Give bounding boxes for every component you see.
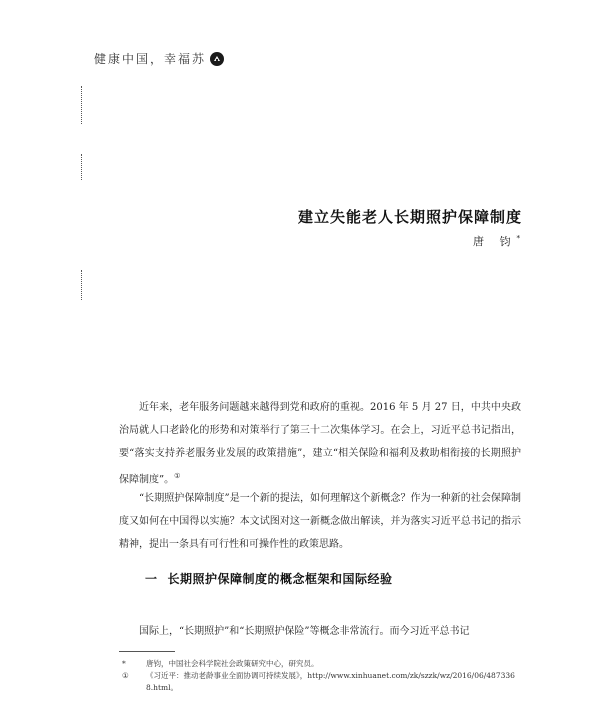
article-author <box>473 233 520 249</box>
section-title: 长期照护保障制度的概念框架和国际经验 <box>167 572 393 586</box>
paragraph: “长期照护保障制度”是一个新的提法，如何理解这个新概念？作为一种新的社会保障制度又如何在中国得以实施？本文试图对这一新概念做出解读，并为落实习近平总书记的指示精神，提出一条具有可行性和可操作性的政策思路。 <box>119 493 521 550</box>
footnote-mark: * <box>122 659 126 668</box>
footnote-mark: ① <box>122 671 129 680</box>
margin-dots <box>81 154 84 180</box>
logo-icon <box>210 52 224 66</box>
paragraph <box>119 396 521 491</box>
footnote <box>122 658 522 670</box>
footnote-ref: ① <box>174 472 181 480</box>
author-name: 唐 钧 <box>473 235 517 248</box>
margin-dots <box>81 270 84 300</box>
footnote-divider <box>119 651 175 652</box>
paragraph: 国际上，“长期照护”和“长期照护保险”等概念非常流行。而今习近平总书记 <box>139 626 470 637</box>
footnote <box>122 670 522 694</box>
section-heading <box>145 570 393 587</box>
footnote-text: 《习近平：推动老龄事业全面协调可持续发展》，http://www.xinhuanet.com/zk/szzk/wz/2016/06/4873368.html。 <box>146 671 515 692</box>
header-text: 健康中国，幸福苏 <box>94 52 207 66</box>
section-number: 一 <box>145 572 158 586</box>
paragraph-text: 近年来，老年服务问题越来越得到党和政府的重视。2016 年 5 月 27 日，中共中央政治局就人口老龄化的形势和对策举行了第三十二次集体学习。在会上，习近平总书记指出，要“落实支持养老服务业发展的政策措施”，建立“相关保险和福利及救助相衔接的长期照护保障制度”。 <box>119 402 521 486</box>
running-header <box>94 50 224 67</box>
article-title: 建立失能老人长期照护保障制度 <box>297 208 522 226</box>
author-footnote-mark: * <box>516 234 520 243</box>
margin-dots <box>81 86 84 124</box>
footnotes <box>122 658 522 694</box>
footnote-text: 唐钧，中国社会科学院社会政策研究中心，研究员。 <box>146 659 319 668</box>
